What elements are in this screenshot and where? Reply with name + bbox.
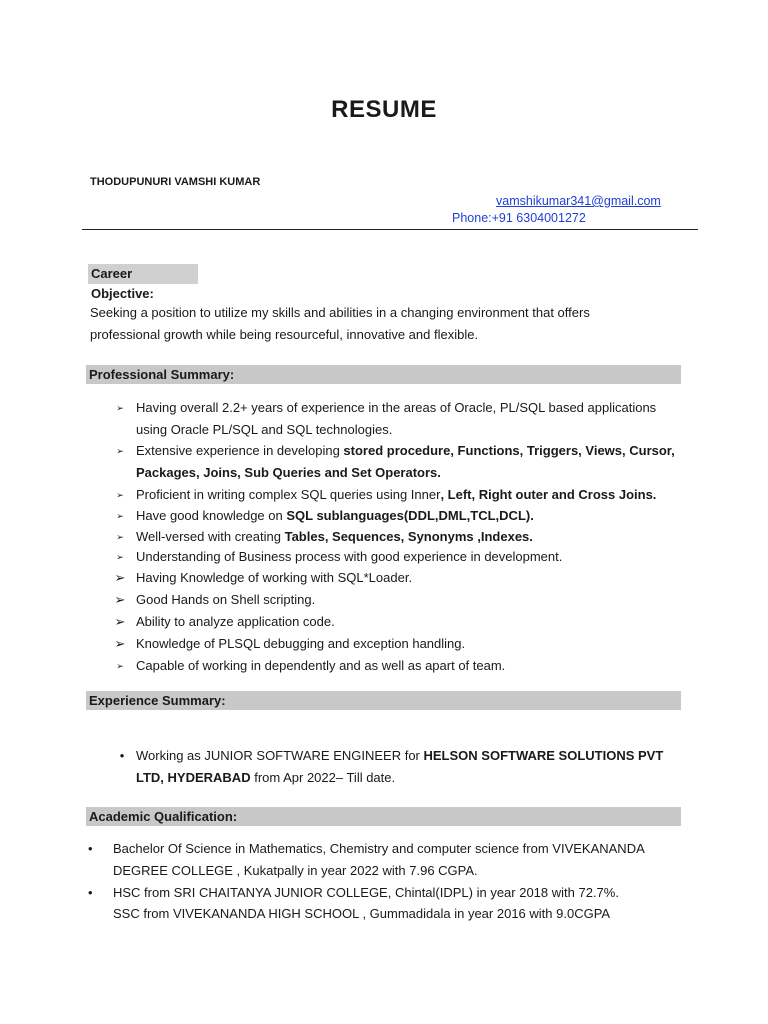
academic-text: HSC from SRI CHAITANYA JUNIOR COLLEGE, Chintal(IDPL) in year 2018 with 72.7%. <box>113 885 619 900</box>
item-text: Understanding of Business process with good experience in development. <box>136 549 563 564</box>
item-text: Having overall 2.2+ years of experience in the areas of Oracle, PL/SQL based applications using Oracle PL/SQL and SQL technologies. <box>136 400 657 437</box>
arrow-bullet-icon: ➢ <box>114 570 126 585</box>
item-text: Well-versed with creating <box>136 529 285 544</box>
phone-number: Phone:+91 6304001272 <box>452 211 586 225</box>
arrow-bullet-icon: ➢ <box>114 614 126 629</box>
header-divider <box>82 229 698 230</box>
item-text: Having Knowledge of working with SQL*Loader. <box>136 570 413 585</box>
bullet-dot-icon: • <box>119 748 125 763</box>
academic-text: SSC from VIVEKANANDA HIGH SCHOOL , Gummadidala in year 2016 with 9.0CGPA <box>113 906 611 921</box>
arrow-bullet-icon: ➢ <box>116 661 124 671</box>
item-text: Extensive experience in developing <box>136 443 344 458</box>
arrow-bullet-icon: ➢ <box>116 490 124 500</box>
arrow-bullet-icon: ➢ <box>116 552 124 562</box>
arrow-bullet-icon: ➢ <box>116 511 124 521</box>
career-objective-text: Seeking a position to utilize my skills and abilities in a changing environment that offers professional growth while being resourceful, innovative and flexible. <box>90 305 590 342</box>
arrow-bullet-icon: ➢ <box>114 636 126 651</box>
item-text: Proficient in writing complex SQL queries using Inner <box>136 487 441 502</box>
item-text: Good Hands on Shell scripting. <box>136 592 316 607</box>
arrow-bullet-icon: ➢ <box>116 403 124 413</box>
item-text: Knowledge of PLSQL debugging and exception handling. <box>136 636 466 651</box>
professional-summary-heading: Professional Summary: <box>86 365 681 384</box>
item-text: Have good knowledge on <box>136 508 287 523</box>
bullet-dot-icon: • <box>88 841 93 856</box>
resume-title: RESUME <box>331 96 437 123</box>
item-bold-text: Tables, Sequences, Synonyms ,Indexes. <box>284 529 533 544</box>
item-bold-text: SQL sublanguages(DDL,DML,TCL,DCL). <box>286 508 534 523</box>
career-objective-heading: Career Objective: <box>88 264 198 284</box>
experience-dates: from Apr 2022– Till date. <box>250 769 396 785</box>
bullet-dot-icon: • <box>88 885 93 900</box>
experience-company: HELSON SOFTWARE SOLUTIONS PVT LTD, HYDERABAD <box>136 748 664 785</box>
experience-text: Working as JUNIOR SOFTWARE ENGINEER for <box>136 748 424 763</box>
arrow-bullet-icon: ➢ <box>116 532 124 542</box>
email-link[interactable]: vamshikumar341@gmail.com <box>496 194 661 208</box>
item-text: Capable of working in dependently and as well as apart of team. <box>136 658 506 673</box>
experience-summary-heading: Experience Summary: <box>86 691 681 710</box>
candidate-name: THODUPUNURI VAMSHI KUMAR <box>90 176 261 188</box>
arrow-bullet-icon: ➢ <box>114 592 126 607</box>
academic-text: Bachelor Of Science in Mathematics, Chemistry and computer science from VIVEKANANDA DEGREE COLLEGE , Kukatpally in year 2022 with 7.96 CGPA. <box>113 841 645 878</box>
item-bold-text: , Left, Right outer and Cross Joins. <box>440 487 657 502</box>
item-bold-text: stored procedure, Functions, Triggers, Views, Cursor, Packages, Joins, Sub Queries and Set Operators. <box>136 443 675 480</box>
item-text: Ability to analyze application code. <box>136 614 335 629</box>
academic-qualification-heading: Academic Qualification: <box>86 807 681 826</box>
arrow-bullet-icon: ➢ <box>116 446 124 456</box>
